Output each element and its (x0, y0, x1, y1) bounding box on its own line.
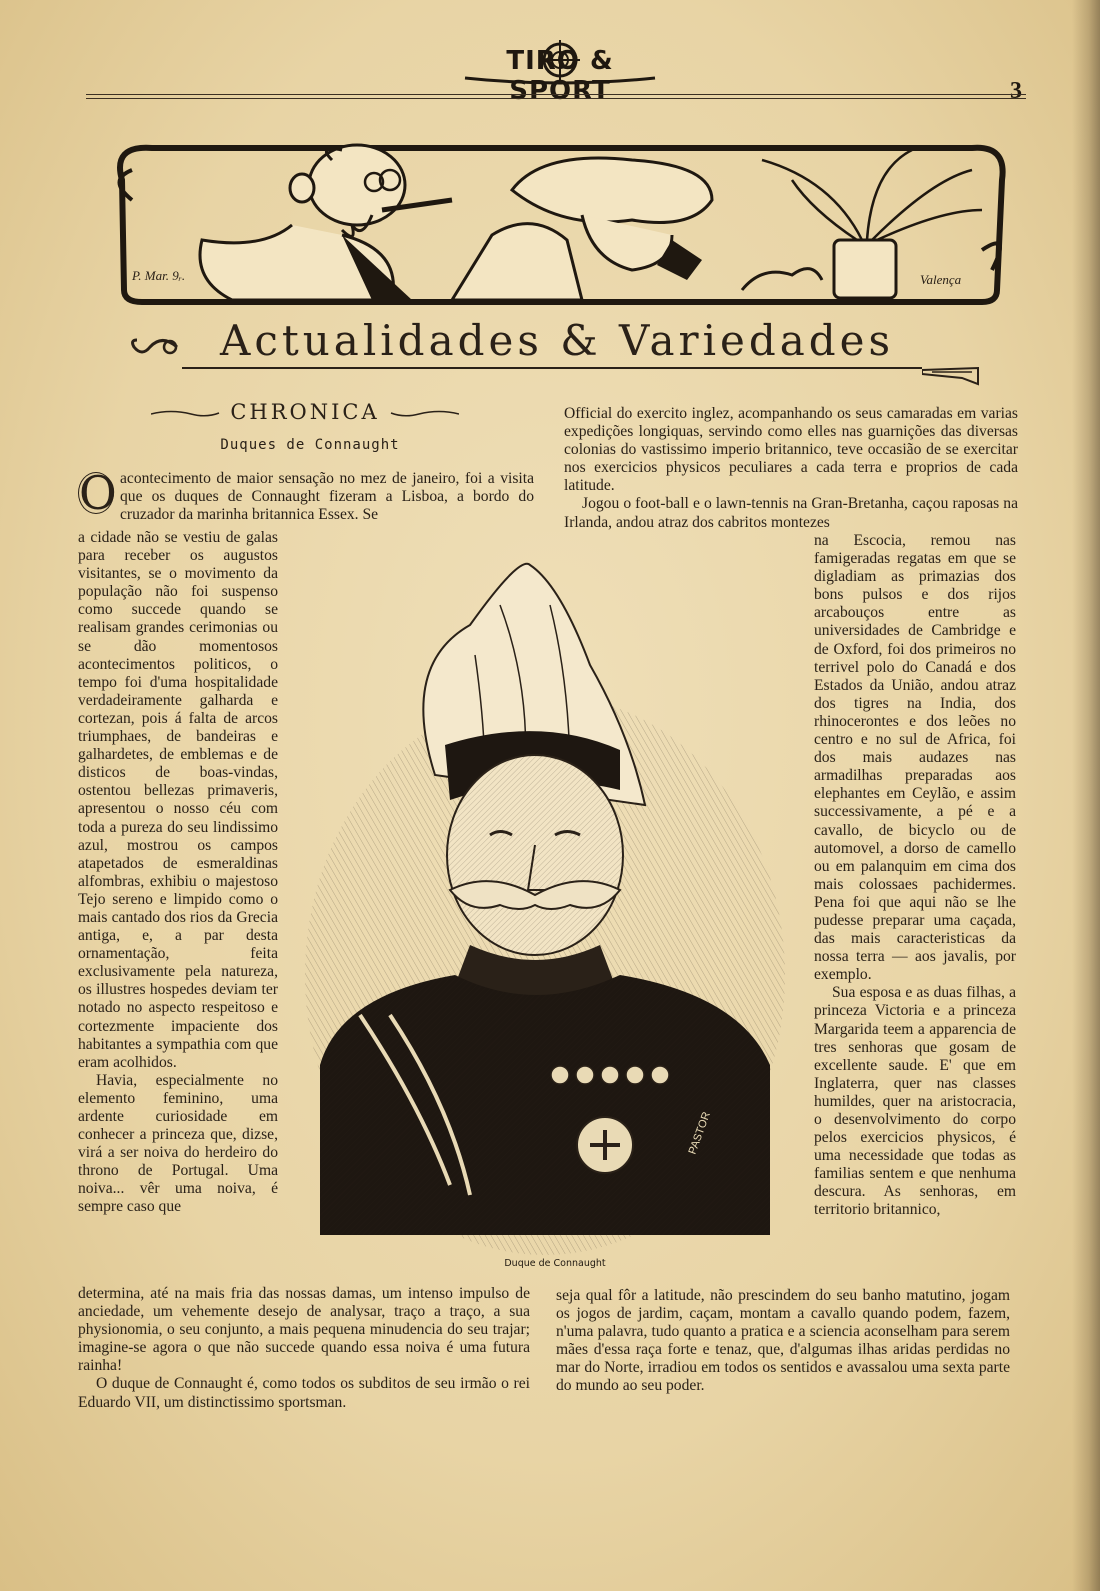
artist-signature-right: Valença (920, 272, 962, 287)
article-intro (78, 466, 534, 524)
binding-shadow (1072, 0, 1100, 1591)
portrait-caption: Duque de Connaught (504, 1258, 606, 1269)
engraver-mark: PASTOR (686, 1110, 713, 1157)
paragraph-6: Sua esposa e as duas filhas, a princeza Victoria e a princeza Margarida teem a apparencia de tres senhoras que gosam de excellente saude. E' que em Inglaterra, quer nas classes humildes, quer na aristocracia, o desenvolvimento do corpo pelos exercicios physicos, é uma necessidade que todas as familias sentem e que nenhuma descura. As senhoras, em territorio britannico, (814, 984, 1016, 1219)
bottom-left-text (78, 1285, 530, 1412)
paragraph-5: na Escocia, remou nas famigeradas regatas em que se digladiam as primazias dos bons pulsos e dos rijos arcabouços entre as universidades de Cambridge e de Oxford, foi dos primeiros no terrivel polo do Canadá e dos Estados da União, andou atraz dos tigres na India, dos rhinocerontes e dos leões no centro e no sul de Africa, foi dos mais audazes nas armadilhas preparadas aos elephantes em Ceylão, e assim successivamente, a pé e a cavallo, de bicyclo ou de automovel, a dorso de camello ou em palanquim em cima dos mais colossaes pachidermes. Pena foi que aqui não se lhe pudesse preparar uma caçada, das mais caracteristicas da nossa terra — aos javalis, por exemplo. (814, 532, 1016, 984)
paragraph-9: seja qual fôr a latitude, não prescindem do seu banho matutino, jogam os jogos de jardim, caçam, montam a cavallo quando podem, fazem, n'uma palavra, tudo quanto a pratica e a sciencia aconselham para serem mães d'essa raça forte e tenaz, que, d'algumas ilhas aridas perdidas no mar do Norte, irradiou em todos os sentidos e avassalou uma sexta parte do mundo ao seu poder. (556, 1287, 1010, 1395)
section-title: Actualidades & Variedades (220, 316, 895, 365)
bottom-right-text (556, 1287, 1010, 1396)
paragraph-7: determina, até na mais fria das nossas damas, um intenso impulso de anciedade, um vehemente desejo de analysar, traço a traço, a sua physionomia, o seu conjunto, a mais pequena minudencia do seu trajar; imagine-se agora o que não succede quando essa noiva é uma futura rainha! (78, 1285, 530, 1375)
right-column-text (814, 532, 1016, 1220)
article-heading-text: CHRONICA (230, 400, 380, 424)
header-rule (86, 94, 1026, 99)
flourish-right-icon (389, 409, 459, 419)
page-number: 3 (1010, 78, 1022, 104)
article-heading (140, 400, 470, 424)
artist-signature-left: P. Mar. 9ᵣ. (132, 268, 186, 283)
paragraph-3: Official do exercito inglez, acompanhando os seus camaradas em varias expedições longiquas, servindo como elles nas guarnições das diversas colonias do vastissimo imperio britannico, teve occasião de se exercitar nos exercicios physicos peculiares a cada terra e proprios de cada latitude. (564, 405, 1018, 495)
banner-illustration (112, 140, 1012, 310)
intro-text: acontecimento de maior sensação no mez de janeiro, foi a visita que os duques de Connaught fizeram a Lisboa, a bordo do cruzador da marinha britannica Essex. Se (120, 470, 534, 524)
dropcap: O (79, 466, 117, 520)
masthead-title: TIRO & SPORT (506, 46, 614, 106)
flourish-left-icon (151, 409, 221, 419)
left-column-text (78, 529, 278, 1217)
masthead-logo (460, 38, 660, 106)
paragraph-8: O duque de Connaught é, como todos os subditos de seu irmão o rei Eduardo VII, um distinctissimo sportsman. (78, 1375, 530, 1411)
title-underline (182, 367, 922, 369)
paragraph-1: a cidade não se vestiu de galas para receber os augustos visitantes, se o movimento da população não foi suspenso como succede quando se realisam grandes cerimonias ou se dão momentosos acontecimentos politicos, o tempo foi d'uma hospitalidade verdadeiramente galharda e cortezan, pois á falta de arcos triumphaes, de bandeiras e galhardetes, de emblemas e de disticos de boas-vindas, ostentou bellezas primaveris, apresentou o nosso céu com toda a pureza do seu lindissimo azul, mostrou os campos atapetados de esmeraldinas alfombras, exhibiu o majestoso Tejo sereno e limpido como o mais cantado dos rios da Grecia antiga, e, a par desta ornamentação, feita exclusivamente pela natureza, os illustres hospedes deviam ter notado no aspecto respeitoso e cortezmente impaciente dos habitantes a sympathia com que eram acolhidos. (78, 529, 278, 1071)
paragraph-2: Havia, especialmente no elemento feminino, uma ardente curiosidade em conhecer a princeza que, dizse, virá a ser noiva do herdeiro do throno de Portugal. Uma noiva... vêr uma noiva, é sempre caso que (78, 1071, 278, 1216)
pen-nib-ornament-icon (922, 364, 982, 388)
portrait-engraving (300, 545, 790, 1260)
paragraph-4: Jogou o foot-ball e o lawn-tennis na Gran-Bretanha, caçou raposas na Irlanda, andou atraz dos cabritos montezes (564, 495, 1018, 531)
article-subtitle: Duques de Connaught (220, 437, 400, 453)
caricature-illustration (112, 140, 1012, 310)
scroll-ornament-icon (122, 332, 182, 362)
right-top-text (564, 405, 1018, 532)
